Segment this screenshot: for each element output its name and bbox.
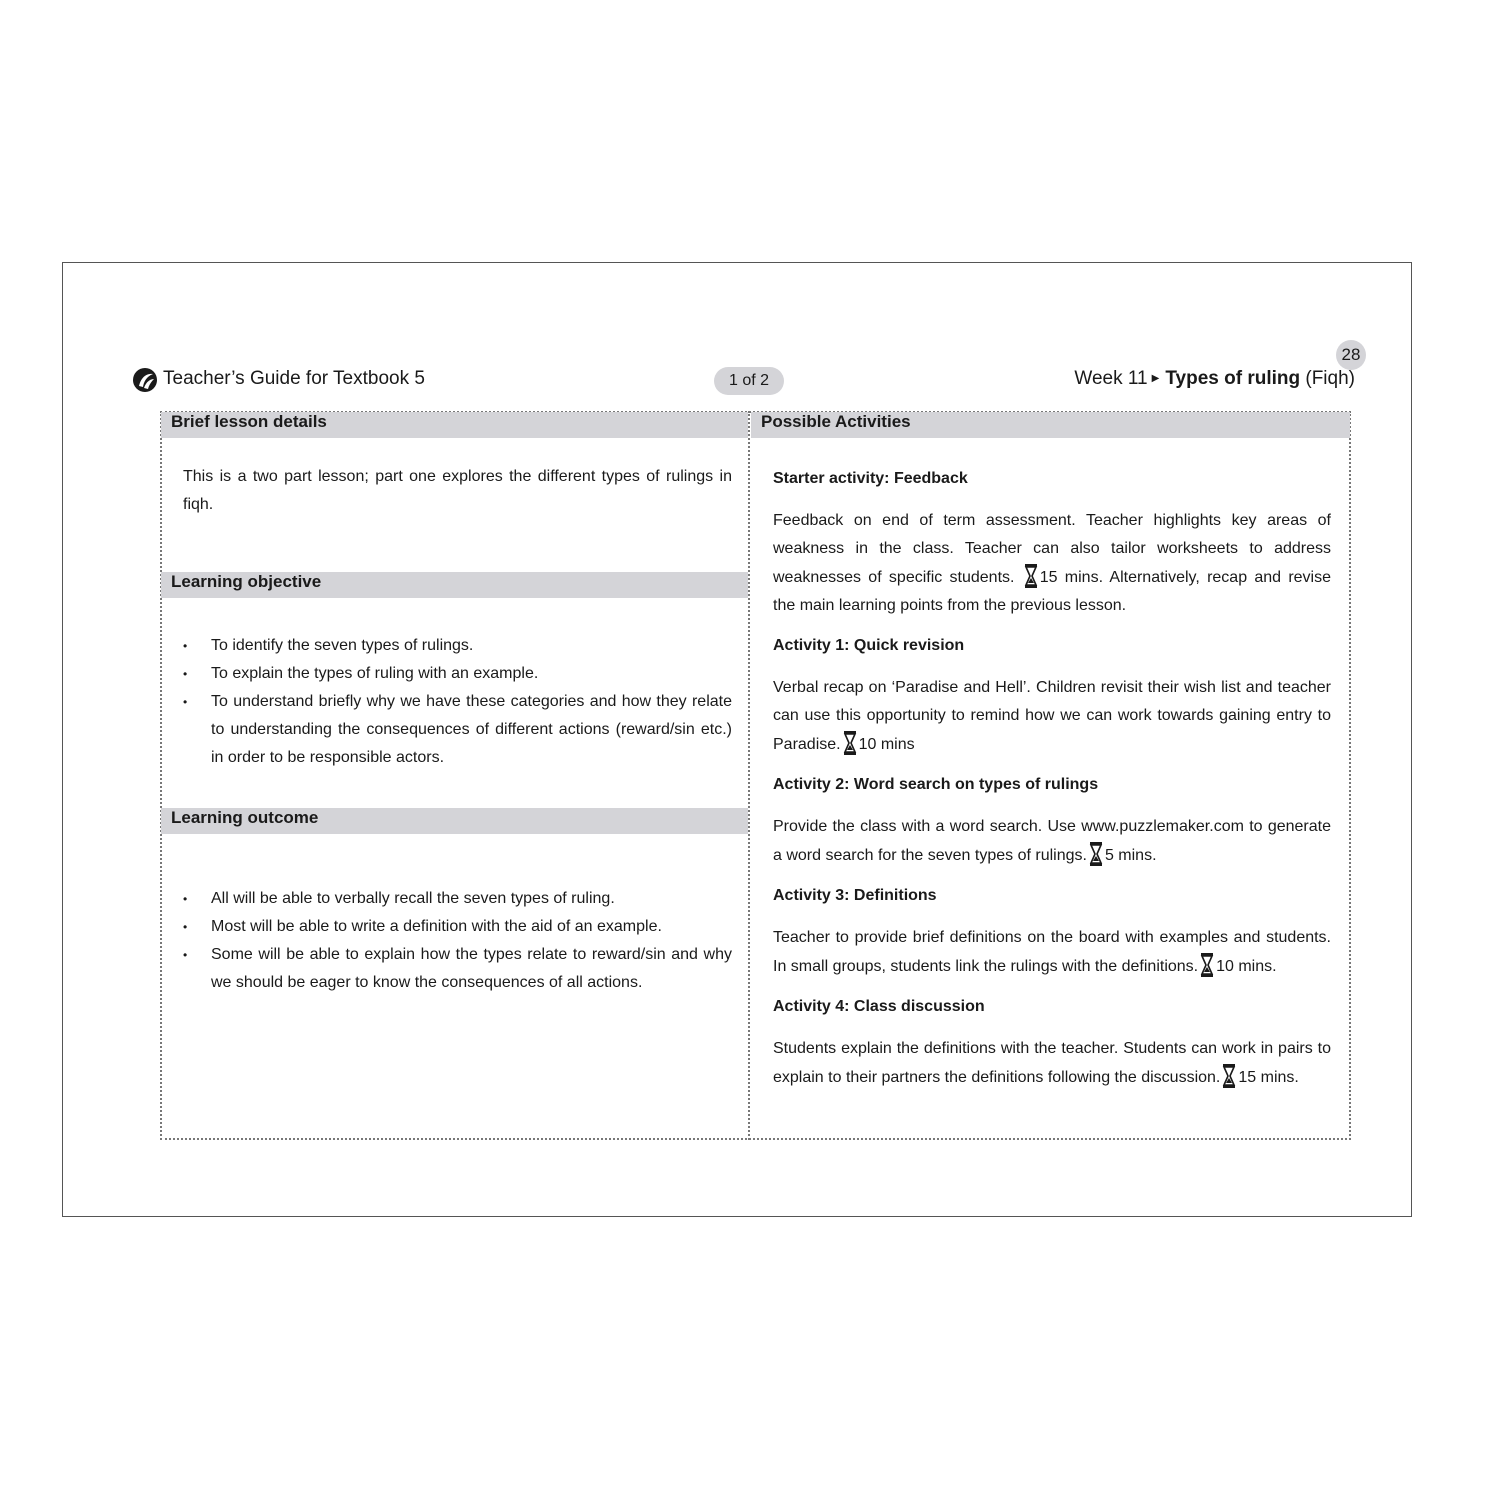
lesson-header [1074, 368, 1355, 390]
activity-text: Teacher to provide brief definitions on the board with examples and students. In small groups, students link the rulings with the definitions. 10 mins. [773, 924, 1331, 981]
activities-heading: Possible Activities [751, 412, 1350, 438]
outcome-heading: Learning outcome [161, 808, 748, 834]
column-divider [748, 411, 750, 1140]
activity-title: Activity 3: Definitions [773, 887, 937, 904]
subject-label: (Fiqh) [1305, 368, 1355, 389]
hourglass-icon [1024, 563, 1038, 589]
list-item: • To explain the types of ruling with an example. [183, 660, 732, 688]
triangle-right-icon: ▶ [1151, 373, 1160, 384]
topic-title: Types of ruling [1165, 368, 1301, 389]
activity-text: Students explain the definitions with the teacher. Students can work in pairs to explain to their partners the definitions following the discussion. 15 mins. [773, 1035, 1331, 1092]
list-item: • Most will be able to write a definition with the aid of an example. [183, 913, 732, 941]
outcome-list [183, 885, 732, 997]
activity-title: Starter activity: Feedback [773, 470, 968, 487]
pager-badge: 1 of 2 [714, 367, 784, 395]
page-number: 28 [1336, 340, 1366, 370]
objective-list [183, 632, 732, 772]
hourglass-icon [1222, 1063, 1236, 1089]
brief-text: This is a two part lesson; part one explores the different types of rulings in fiqh. [183, 468, 732, 513]
publisher-logo-icon [132, 367, 158, 393]
hourglass-icon [1089, 841, 1103, 867]
activity-text: Verbal recap on ‘Paradise and Hell’. Children revisit their wish list and teacher can use this opportunity to remind how we can work towards gaining entry to Paradise. 10 mins [773, 674, 1331, 759]
objective-heading: Learning objective [161, 572, 748, 598]
week-label: Week 11 [1074, 368, 1148, 389]
hourglass-icon [1200, 952, 1214, 978]
activity-text: Provide the class with a word search. Use www.puzzlemaker.com to generate a word search for the seven types of rulings. 5 mins. [773, 813, 1331, 870]
list-item: • Some will be able to explain how the types relate to reward/sin and why we should be eager to know the consequences of all actions. [183, 941, 732, 997]
activity-title: Activity 4: Class discussion [773, 998, 985, 1015]
activity-title: Activity 1: Quick revision [773, 637, 965, 654]
activity-text: Feedback on end of term assessment. Teacher highlights key areas of weakness in the class. Teacher can also tailor worksheets to address weaknesses of specific students. 15 mins. Alternatively, recap and revise the main learning points from the previous lesson. [773, 512, 1331, 614]
list-item: • To understand briefly why we have these categories and how they relate to understanding the consequences of different actions (reward/sin etc.) in order to be responsible actors. [183, 688, 732, 772]
list-item: • All will be able to verbally recall the seven types of ruling. [183, 885, 732, 913]
guide-title: Teacher’s Guide for Textbook 5 [163, 368, 425, 389]
activity-title: Activity 2: Word search on types of rulings [773, 776, 1099, 793]
brief-heading: Brief lesson details [161, 412, 748, 438]
list-item: • To identify the seven types of rulings. [183, 632, 732, 660]
hourglass-icon [843, 730, 857, 756]
